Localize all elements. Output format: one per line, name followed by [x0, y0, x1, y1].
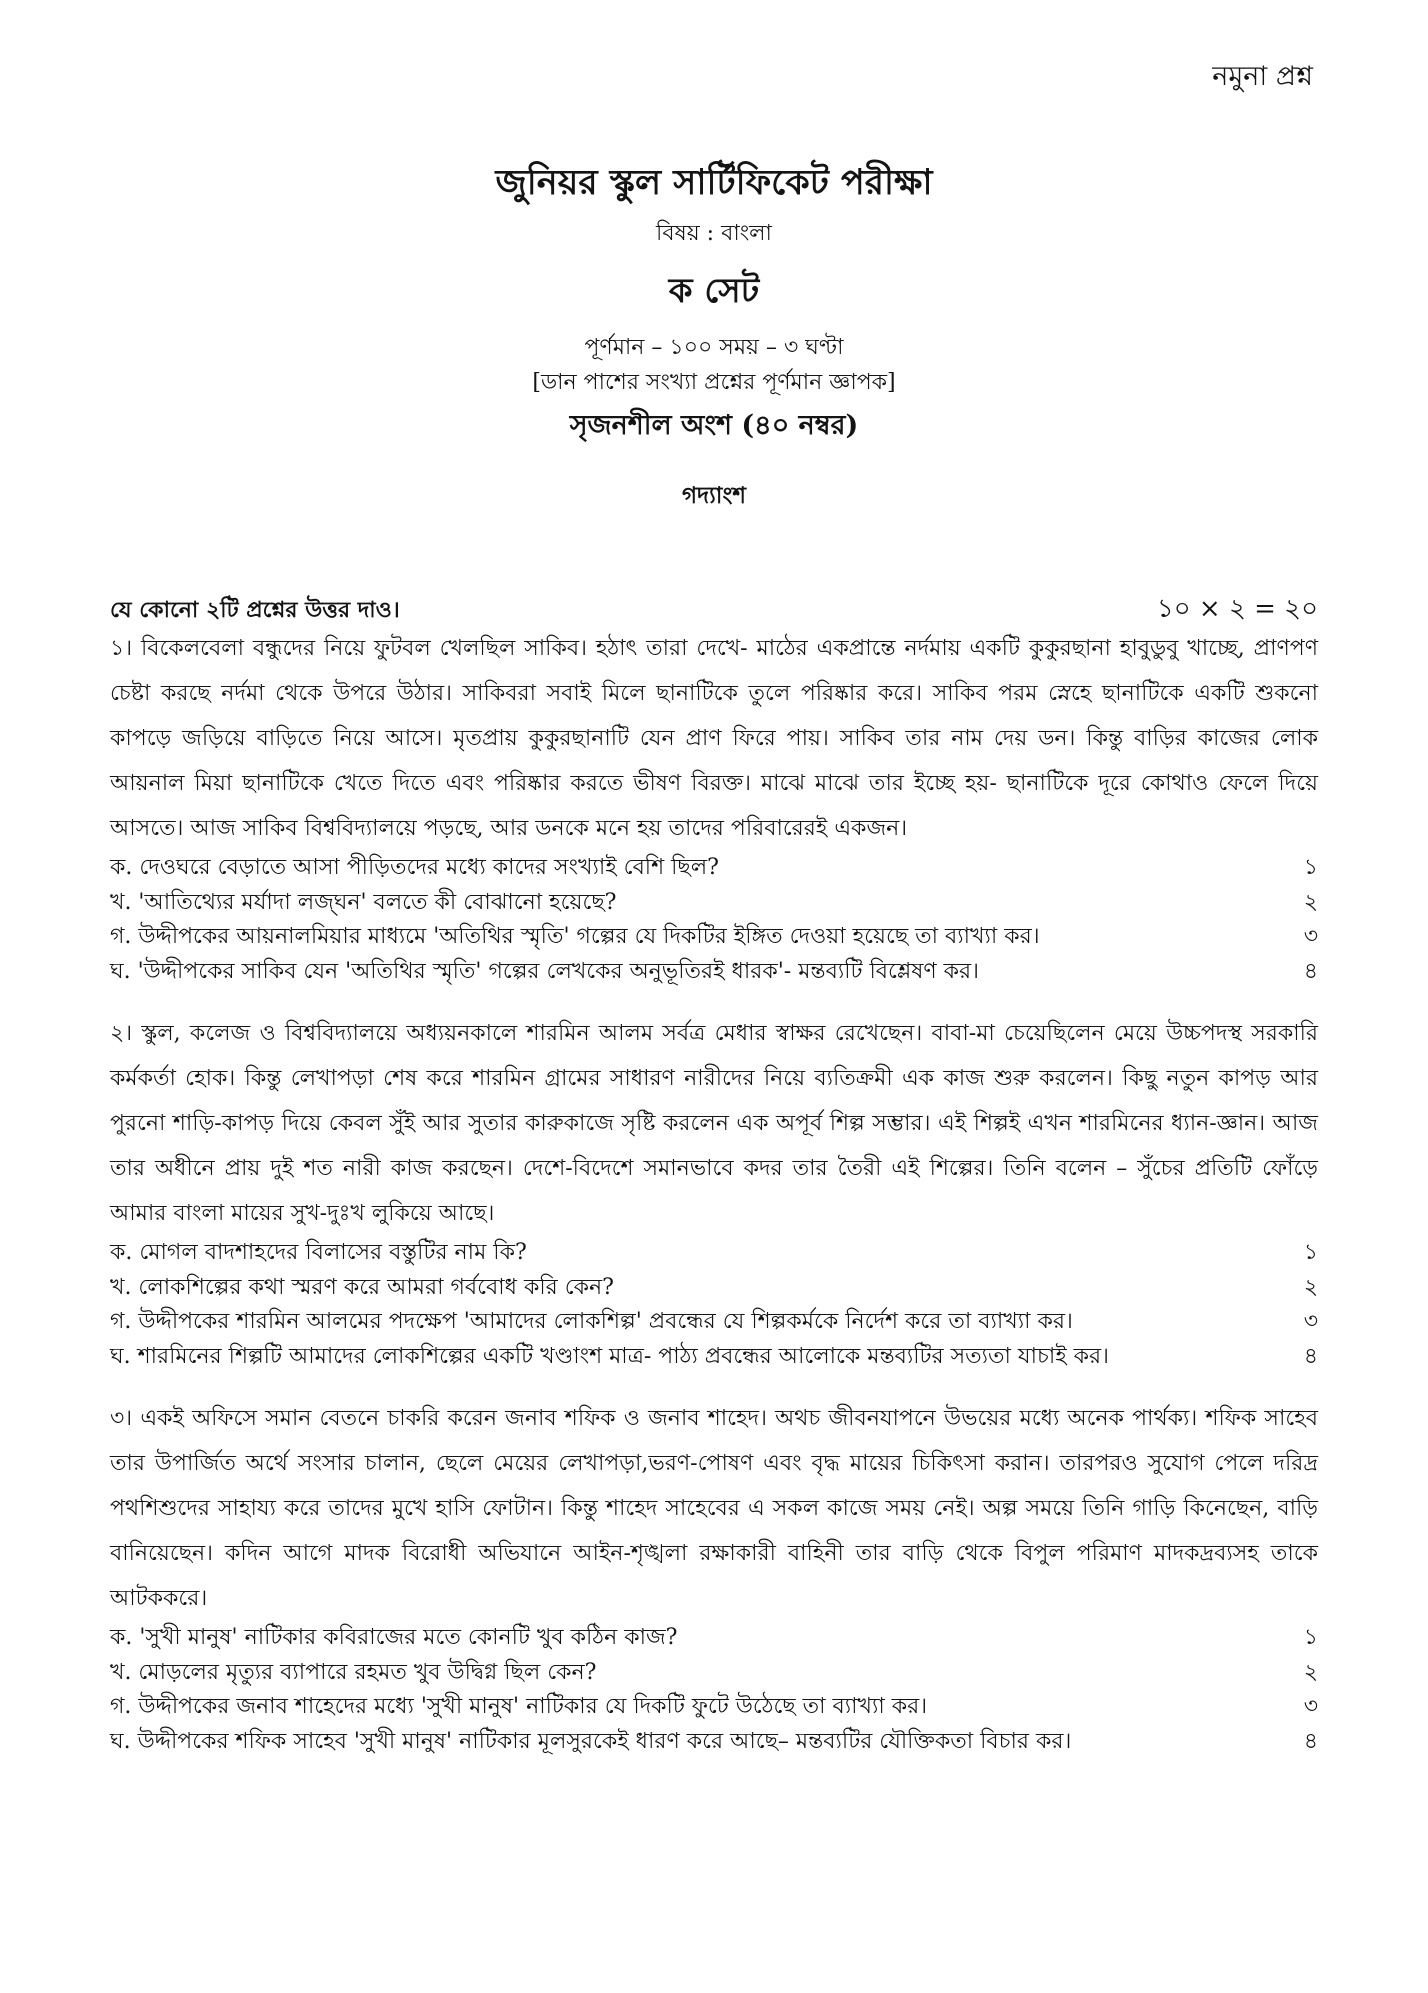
part-text: গ. উদ্দীপকের আয়নালমিয়ার মাধ্যমে 'অতিথির স্মৃতি' গল্পের যে দিকটির ইঙ্গিত দেওয়া হয়েছে তা ব্যাখ্যা কর। [110, 924, 1040, 949]
section-title: সৃজনশীল অংশ (৪০ নম্বর) [569, 410, 859, 441]
question-part [110, 886, 1318, 921]
full-marks-time: পূর্ণমান – ১০০ সময় – ৩ ঘণ্টা [584, 335, 844, 360]
sample-question-tag: নমুনা প্রশ্ন [1212, 61, 1313, 92]
part-marks: ২ [1303, 1274, 1318, 1300]
part-text: খ. মোড়লের মৃত্যুর ব্যাপারে রহমত খুব উদ্বিগ্ন ছিল কেন? [110, 1659, 597, 1685]
question-stem: ৩। একই অফিসে সমান বেতনে চাকরি করেন জনাব শফিক ও জনাব শাহেদ। অথচ জীবনযাপনে উভয়ের মধ্যে অনেক পার্থক্য। শফিক সাহেব তার উপার্জিত অর্থে সংসার চালান, ছেলে মেয়ের লেখাপড়া,ভরণ-পোষণ এবং বৃদ্ধ মায়ের চিকিৎসা করান। তারপরও সুযোগ পেলে দরিদ্র পথশিশুদের সাহায্য করে তাদের মুখে হাসি ফোটান। কিন্তু শাহেদ সাহেবের এ সকল কাজে সময় নেই। অল্প সময়ে তিনি গাড়ি কিনেছেন, বাড়ি বানিয়েছেন। কদিন আগে মাদক বিরোধী অভিযানে আইন-শৃঙ্খলা রক্ষাকারী বাহিনী তার বাড়ি থেকে বিপুল পরিমাণ মাদকদ্রব্যসহ তাকে আটককরে। [110, 1406, 1318, 1611]
instruction-marks: ১০ × ২ = ২০ [1156, 594, 1318, 624]
subsection-title: গদ্যাংশ [681, 482, 746, 509]
part-marks: ২ [1303, 1659, 1318, 1685]
question-3 [110, 1396, 1318, 1759]
question-part [110, 851, 1318, 886]
exam-header [0, 158, 1428, 516]
question-1 [110, 626, 1318, 989]
question-part [110, 1340, 1318, 1375]
part-text: গ. উদ্দীপকের জনাব শাহেদের মধ্যে 'সুখী মানুষ' নাটিকার যে দিকটি ফুটে উঠেছে তা ব্যাখ্যা কর। [110, 1694, 928, 1719]
instruction-row [110, 588, 1318, 626]
part-text: ক. 'সুখী মানুষ' নাটিকার কবিরাজের মতে কোনটি খুব কঠিন কাজ? [110, 1625, 678, 1650]
part-text: ক. মোগল বাদশাহদের বিলাসের বস্তুটির নাম কি? [110, 1240, 527, 1265]
exam-set: ক সেট [668, 271, 760, 311]
part-text: খ. লোকশিল্পের কথা স্মরণ করে আমরা গর্ববোধ করি কেন? [110, 1274, 614, 1300]
part-marks: ৩ [1303, 924, 1318, 949]
part-marks: ২ [1303, 889, 1318, 915]
question-part [110, 1690, 1318, 1725]
question-body [110, 588, 1318, 1781]
question-part [110, 1656, 1318, 1691]
question-part [110, 1305, 1318, 1340]
part-marks: ৪ [1303, 1728, 1318, 1754]
question-part [110, 1236, 1318, 1271]
part-marks: ১ [1303, 1240, 1318, 1265]
part-marks: ৪ [1303, 958, 1318, 984]
part-marks: ৩ [1303, 1694, 1318, 1719]
part-text: খ. 'আতিথ্যের মর্যাদা লজ্ঘন' বলতে কী বোঝানো হয়েছে? [110, 889, 617, 915]
instruction-text: যে কোনো ২টি প্রশ্নের উত্তর দাও। [110, 597, 400, 623]
question-part [110, 1725, 1318, 1760]
part-marks: ৪ [1303, 1343, 1318, 1369]
question-part [110, 1271, 1318, 1306]
question-stem: ২। স্কুল, কলেজ ও বিশ্ববিদ্যালয়ে অধ্যয়নকালে শারমিন আলম সর্বত্র মেধার স্বাক্ষর রেখেছেন। বাবা-মা চেয়েছিলেন মেয়ে উচ্চপদস্থ সরকারি কর্মকর্তা হোক। কিন্তু লেখাপড়া শেষ করে শারমিন গ্রামের সাধারণ নারীদের নিয়ে ব্যতিক্রমী এক কাজ শুরু করলেন। কিছু নতুন কাপড় আর পুরনো শাড়ি-কাপড় দিয়ে কেবল সুঁই আর সুতার কারুকাজে সৃষ্টি করলেন এক অপূর্ব শিল্প সম্ভার। এই শিল্পই এখন শারমিনের ধ্যান-জ্ঞান। আজ তার অধীনে প্রায় দুই শত নারী কাজ করছেন। দেশে-বিদেশে সমানভাবে কদর তার তৈরী এই শিল্পের। তিনি বলেন – সুঁচের প্রতিটি ফোঁড়ে আমার বাংলা মায়ের সুখ-দুঃখ লুকিয়ে আছে। [110, 1021, 1318, 1226]
part-text: ঘ. 'উদ্দীপকের সাকিব যেন 'অতিথির স্মৃতি' গল্পের লেখকের অনুভূতিরই ধারক'- মন্তব্যটি বিশ্লেষণ কর। [110, 958, 980, 984]
part-marks: ১ [1303, 855, 1318, 880]
question-stem: ১। বিকেলবেলা বন্ধুদের নিয়ে ফুটবল খেলছিল সাকিব। হঠাৎ তারা দেখে- মাঠের একপ্রান্তে নর্দমায় একটি কুকুরছানা হাবুডুবু খাচ্ছে, প্রাণপণ চেষ্টা করছে নর্দমা থেকে উপরে উঠার। সাকিবরা সবাই মিলে ছানাটিকে তুলে পরিষ্কার করে। সাকিব পরম স্নেহে ছানাটিকে একটি শুকনো কাপড়ে জড়িয়ে বাড়িতে নিয়ে আসে। মৃতপ্রায় কুকুরছানাটি যেন প্রাণ ফিরে পায়। সাকিব তার নাম দেয় ডন। কিন্তু বাড়ির কাজের লোক আয়নাল মিয়া ছানাটিকে খেতে দিতে এবং পরিষ্কার করতে ভীষণ বিরক্ত। মাঝে মাঝে তার ইচ্ছে হয়- ছানাটিকে দূরে কোথাও ফেলে দিয়ে আসতে। আজ সাকিব বিশ্ববিদ্যালয়ে পড়ছে, আর ডনকে মনে হয় তাদের পরিবারেরই একজন। [110, 636, 1318, 841]
marks-note: [ডান পাশের সংখ্যা প্রশ্নের পূর্ণমান জ্ঞাপক] [532, 370, 896, 395]
question-part [110, 1621, 1318, 1656]
part-text: ঘ. শারমিনের শিল্পটি আমাদের লোকশিল্পের একটি খণ্ডাংশ মাত্র- পাঠ্য প্রবন্ধের আলোকে মন্তব্যটির সত্যতা যাচাই কর। [110, 1343, 1110, 1369]
exam-subject: বিষয় : বাংলা [656, 221, 772, 246]
part-marks: ১ [1303, 1625, 1318, 1650]
part-text: ঘ. উদ্দীপকের শফিক সাহেব 'সুখী মানুষ' নাটিকার মূলসুরকেই ধারণ করে আছে– মন্তব্যটির যৌক্তিকতা বিচার কর। [110, 1728, 1072, 1754]
part-marks: ৩ [1303, 1309, 1318, 1334]
part-text: গ. উদ্দীপকের শারমিন আলমের পদক্ষেপ 'আমাদের লোকশিল্প' প্রবন্ধের যে শিল্পকর্মকে নির্দেশ করে তা ব্যাখ্যা কর। [110, 1309, 1073, 1334]
part-text: ক. দেওঘরে বেড়াতে আসা পীড়িতদের মধ্যে কাদের সংখ্যাই বেশি ছিল? [110, 855, 719, 880]
exam-title: জুনিয়র স্কুল সার্টিফিকেট পরীক্ষা [495, 162, 933, 203]
question-2 [110, 1011, 1318, 1374]
question-part [110, 920, 1318, 955]
question-part [110, 955, 1318, 990]
